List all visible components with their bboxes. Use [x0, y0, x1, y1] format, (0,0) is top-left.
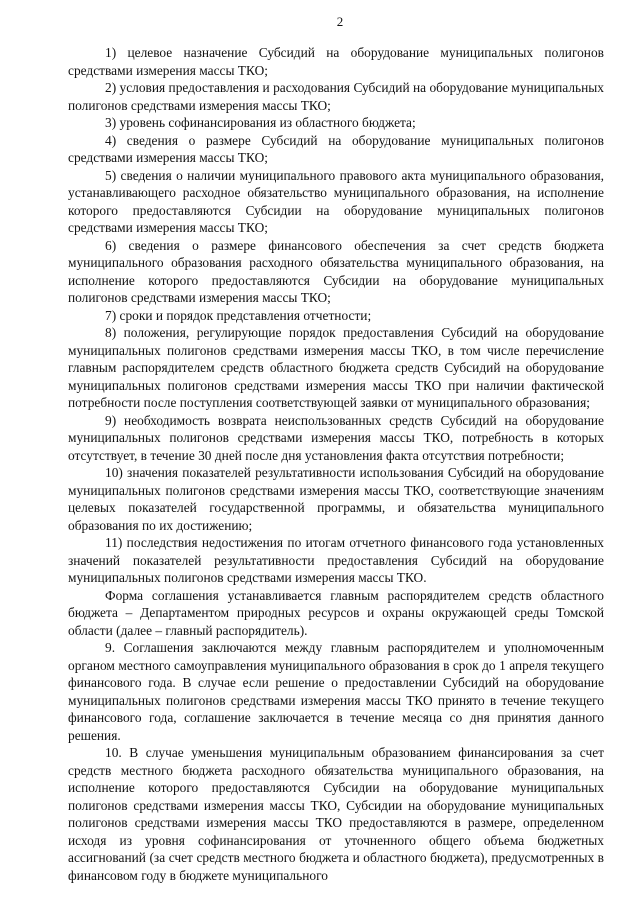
section-10-reduction: 10. В случае уменьшения муниципальным образованием финансирования за счет средств местного бюджета расходного обязательства муниципального образования, на исполнение которого предоставляются Субсидии на оборудование муниципальных полигонов средствами измерения массы ТКО, Субсидии на оборудование муниципальных полигонов средствами измерения массы ТКО предоставляются в размере, определенном исходя из уровня софинансирования от уточненного общего объема бюджетных ассигнований (за счет средств местного бюджета и областного бюджета), предусмотренных в финансовом году в бюджете муниципального: [68, 745, 604, 883]
list-item-6-financial-support: 6) сведения о размере финансового обеспечения за счет средств бюджета муниципального образования расходного обязательства муниципального образования, на исполнение которого предоставляются Субсидии на оборудование муниципальных полигонов средствами измерения массы ТКО;: [68, 237, 604, 305]
paragraph-agreement-form: Форма соглашения устанавливается главным распорядителем средств областного бюджета – Департаментом природных ресурсов и охраны окружающей среды Томской области (далее – главный распорядитель).: [68, 587, 604, 638]
list-item-8-provision-rules: 8) положения, регулирующие порядок предоставления Субсидий на оборудование муниципальных полигонов средствами измерения массы ТКО, в том числе перечисление главным распорядителем средств областного бюджета средств Субсидий на оборудование муниципальных полигонов средствами измерения массы ТКО при наличии фактической потребности после поступления соответствующей заявки от муниципального образования;: [68, 325, 604, 410]
list-item-2-conditions: 2) условия предоставления и расходования Субсидий на оборудование муниципальных полигонов средствами измерения массы ТКО;: [68, 80, 604, 113]
list-item-5-legal-act: 5) сведения о наличии муниципального правового акта муниципального образования, устанавливающего расходное обязательство муниципального образования, на исполнение которого предоставляются Субсидии на оборудование муниципальных полигонов средствами измерения массы ТКО;: [68, 167, 604, 235]
list-item-9-refund: 9) необходимость возврата неиспользованных средств Субсидий на оборудование муниципальных полигонов средствами измерения массы ТКО, потребность в которых отсутствует, в течение 30 дней после дня установления факта отсутствия потребности;: [68, 412, 604, 463]
section-9-agreements: 9. Соглашения заключаются между главным распорядителем и уполномоченным органом местного самоуправления муниципального образования в срок до 1 апреля текущего финансового года. В случае если решение о предоставлении Субсидий на оборудование муниципальных полигонов средствами измерения массы ТКО принято в течение текущего финансового года, соглашение заключается в течение месяца со дня принятия данного решения.: [68, 640, 604, 743]
list-item-1-purpose: 1) целевое назначение Субсидий на оборудование муниципальных полигонов средствами измерения массы ТКО;: [68, 45, 604, 78]
document-body: [68, 44, 604, 884]
list-item-10-indicators: 10) значения показателей результативности использования Субсидий на оборудование муниципальных полигонов средствами измерения массы ТКО, соответствующие значениям целевых показателей государственной программы, и обязательства муниципального образования по их достижению;: [68, 465, 604, 533]
list-item-4-subsidy-amount: 4) сведения о размере Субсидий на оборудование муниципальных полигонов средствами измерения массы ТКО;: [68, 132, 604, 165]
list-item-3-cofinancing-level: 3) уровень софинансирования из областного бюджета;: [105, 115, 416, 130]
list-item-11-consequences: 11) последствия недостижения по итогам отчетного финансового года установленных значений показателей результативности предоставления Субсидий на оборудование муниципальных полигонов средствами измерения массы ТКО.: [68, 535, 604, 585]
list-item-7-reporting: 7) сроки и порядок представления отчетности;: [105, 307, 372, 323]
page-number: 2: [336, 14, 344, 29]
